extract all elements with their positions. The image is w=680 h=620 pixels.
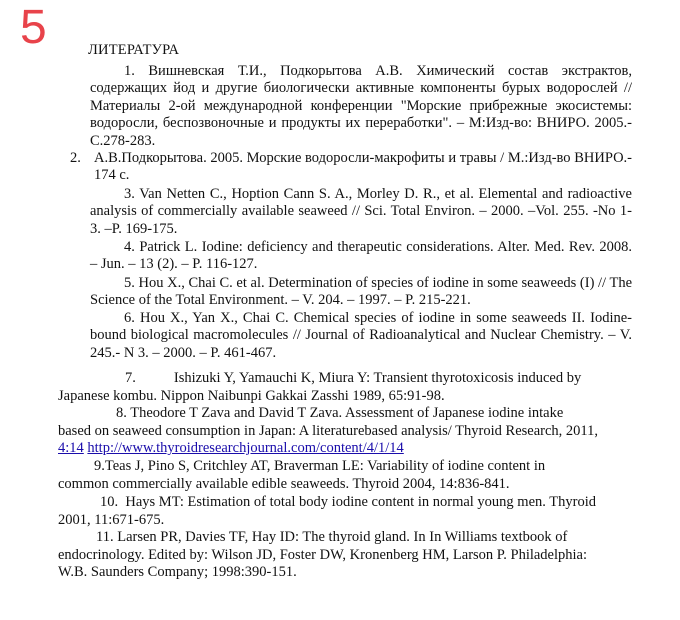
reference-item xyxy=(94,150,632,185)
reference-item xyxy=(90,63,632,150)
reference-item xyxy=(90,186,632,238)
reference-number: 7. xyxy=(125,370,136,386)
reference-text: Ishizuki Y, Yamauchi K, Miura Y: Transient thyrotoxicosis induced by Japanese kombu. Nippon Naibunpi Gakkai Zasshi 1989, 65:91-98. xyxy=(58,370,582,404)
reference-number: 2. xyxy=(70,150,81,166)
doi-link[interactable]: 4:14 xyxy=(58,440,84,457)
reference-text: Larsen PR, Davies TF, Hay ID: The thyroid gland. In In Williams textbook of endocrinology. Edited by: Wilson JD, Foster DW, Kronenberg HM, Larson P. Philadelphia: W.B. Saunders Company; 1998:390-151. xyxy=(58,529,588,581)
reference-text: Hays MT: Estimation of total body iodine content in normal young men. Thyroid 2001, 11:671-675. xyxy=(58,494,596,528)
reference-item xyxy=(58,529,598,582)
reference-text: Patrick L. Iodine: deficiency and therapeutic considerations. Alter. Med. Rev. 2008. – Jun. – 13 (2). – P. 116-127. xyxy=(90,239,633,273)
reference-item xyxy=(90,310,632,362)
reference-text: Teas J, Pino S, Critchley AT, Braverman LE: Variability of iodine content in common commercially available edible seaweeds. Thyroid 2004, 14:836-841. xyxy=(58,458,546,492)
section-heading: ЛИТЕРАТУРА xyxy=(88,42,180,58)
reference-item xyxy=(58,370,598,405)
reference-item xyxy=(90,239,632,274)
reference-text: Theodore T Zava and David T Zava. Assessment of Japanese iodine intake based on seaweed consumption in Japan: A literaturebased analysis/ Thyroid Research, 2011, xyxy=(58,405,598,439)
reference-number: 5. xyxy=(124,275,135,291)
journal-url-link[interactable]: http://www.thyroidresearchjournal.com/content/4/1/14 xyxy=(87,440,404,457)
reference-text: Van Netten C., Hoption Cann S. A., Morley D. R., et al. Elemental and radioactive analysis of commercially available seaweed // Sci. Total Environ. – 2000. –Vol. 255. -No 1-3. –P. 169-175. xyxy=(90,186,632,237)
reference-item xyxy=(90,275,632,310)
reference-number: 6. xyxy=(124,310,135,326)
reference-text: Hou X., Chai C. et al. Determination of species of iodine in some seaweeds (I) // The Science of the Total Environment. – V. 204. – 1997. – P. 215-221. xyxy=(90,275,632,309)
reference-number: 1. xyxy=(124,63,135,79)
reference-number: 3. xyxy=(124,186,135,202)
reference-text: Hou X., Yan X., Chai C. Chemical species of iodine in some seaweeds II. Iodine-bound biological macromolecules // Journal of Radioanalytical and Nuclear Chemistry. – V. 245.- N 3. – 2000. – P. 461-467. xyxy=(90,310,633,361)
reference-item xyxy=(58,458,598,493)
reference-text: А.В.Подкорытова. 2005. Морские водоросли-макрофиты и травы / М.:Изд-во ВНИРО.- 174 с. xyxy=(94,150,632,184)
reference-number: 11. xyxy=(96,529,114,545)
reference-number: 10. xyxy=(100,494,119,510)
reference-item xyxy=(58,494,598,529)
reference-text: Вишневская Т.И., Подкорытова А.В. Химический состав экстрактов, содержащих йод и другие биологически активные компоненты бурых водорослей //Материалы 2-ой международной конференции "Морские прибрежные экосистемы: водоросли, беспозвоночные и продукты их переработки". – М:Изд-во: ВНИРО. 2005.- С.278-283. xyxy=(90,63,632,149)
page-number: 5 xyxy=(20,1,47,54)
reference-item xyxy=(58,405,598,458)
reference-number: 4. xyxy=(124,239,135,255)
reference-number: 9. xyxy=(94,458,105,474)
reference-number: 8. xyxy=(116,405,127,421)
